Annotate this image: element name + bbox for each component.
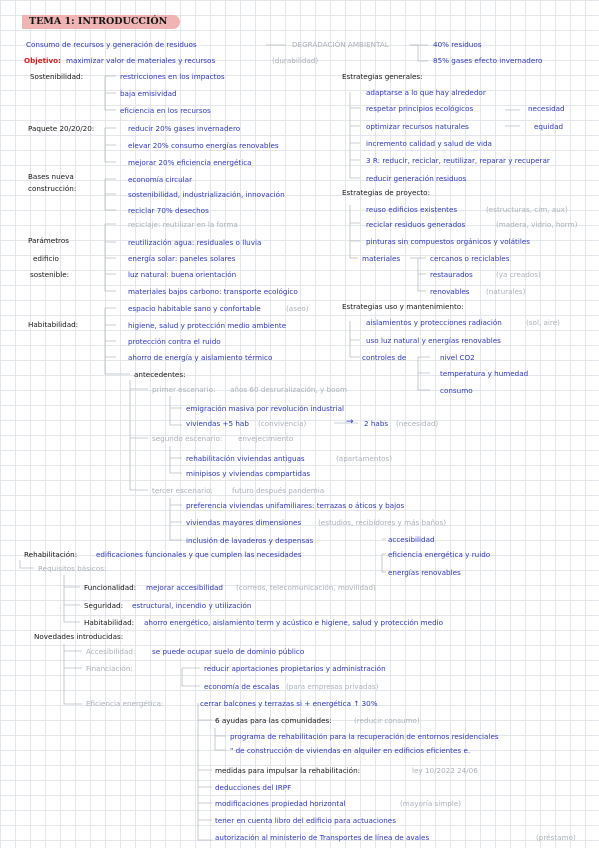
estrategia-proyecto-note: (madera, vidrio, horm)	[496, 220, 578, 229]
accesibilidad-text: se puede ocupar suelo de dominio público	[152, 647, 305, 656]
primer-item: emigración masiva por revolución industrial	[186, 404, 345, 413]
estrategias-generales-label: Estrategias generales:	[342, 72, 423, 81]
objetivo-note: (durabilidad)	[272, 56, 319, 65]
bases-label: Bases nueva	[28, 172, 74, 181]
sostenibilidad-item: restricciones en los impactos	[120, 72, 225, 81]
objetivo-text: maximizar valor de materiales y recursos	[66, 56, 216, 65]
medidas-label: medidas para impulsar la rehabilitación:	[215, 766, 361, 775]
financiacion-item: economía de escalas	[204, 682, 280, 691]
rehabilitacion-right-item: energías renovables	[388, 568, 461, 577]
primer-escenario-note: años 60 desruralización, y boom	[230, 385, 347, 394]
medidas-note: ley 10/2022 24/06	[412, 766, 478, 775]
medida-item: autorización al ministerio de Transportes de línea de avales	[215, 833, 430, 842]
sostenibilidad-item: baja emisividad	[120, 89, 177, 98]
paquete-item: mejorar 20% eficiencia energética	[128, 158, 252, 167]
sostenibilidad-label: Sostenibilidad:	[30, 72, 84, 81]
estrategia-proyecto-item: pinturas sin compuestos orgánicos y volátiles	[366, 237, 531, 246]
estrategias-uso-label: Estrategias uso y mantenimiento:	[342, 302, 464, 311]
control-item: nivel CO2	[440, 353, 475, 362]
medida-item: modificaciones propiedad horizontal	[215, 799, 346, 808]
estrategia-general-side: equidad	[534, 122, 564, 131]
parametros-label-2: edificio	[33, 254, 59, 263]
medida-note: (mayoría simple)	[400, 799, 462, 808]
parametros-label-3: sostenible:	[30, 270, 70, 279]
rehabilitacion-right-item: eficiencia energética y ruido	[388, 550, 491, 559]
bases-label-2: construcción:	[28, 184, 77, 193]
ayudas-label: 6 ayudas para las comunidades:	[215, 716, 332, 725]
rehabilitacion-right-item: accesibilidad	[388, 535, 435, 544]
habitabilidad-item: protección contra el ruido	[128, 337, 221, 346]
estrategia-proyecto-note: (estructuras, cim, aux)	[486, 205, 568, 214]
bases-item: reciclar 70% desechos	[128, 206, 209, 215]
medida-note: (préstamo)	[536, 833, 576, 842]
header-residuos-40: 40% residuos	[433, 40, 482, 49]
header-gases-85: 85% gases efecto invernadero	[433, 56, 543, 65]
header-degradacion: DEGRADACIÓN AMBIENTAL	[292, 40, 389, 49]
arrow-right-icon: →	[346, 417, 354, 427]
tercer-item: preferencia viviendas unifamiliares: terrazas o áticos y bajos	[186, 501, 405, 510]
sostenibilidad-item: eficiencia en los recursos	[120, 106, 211, 115]
primer-escenario-label: primer escenario:	[152, 385, 216, 394]
segundo-item: minipisos y viviendas compartidas	[186, 469, 311, 478]
ayuda-item: programa de rehabilitación para la recuperación de entornos residenciales	[230, 732, 499, 741]
parametro-item: materiales bajos carbono: transporte ecológico	[128, 287, 298, 296]
segundo-escenario-note: envejecimiento	[238, 434, 294, 443]
requisitos-label: Requisitos básicos:	[38, 564, 107, 573]
habitabilidad-item: ahorro de energía y aislamiento térmico	[128, 353, 273, 362]
eficiencia-label: Eficiencia energética:	[86, 699, 164, 708]
accesibilidad-label: Accesibilidad:	[86, 647, 136, 656]
rehabilitacion-label: Rehabilitación:	[24, 550, 78, 559]
parametro-item: luz natural: buena orientación	[128, 270, 237, 279]
controles-label: controles de	[362, 353, 407, 362]
parametro-item: reciclaje: reutilizar en la forma	[128, 220, 238, 229]
primer-note: (convivencia)	[258, 419, 307, 428]
primer-item: 2 habs	[364, 419, 389, 428]
medida-item: tener en cuenta libro del edificio para actuaciones	[215, 816, 396, 825]
primer-item: viviendas +5 hab	[186, 419, 249, 428]
tercer-escenario-note: futuro después pandemia	[232, 486, 325, 495]
tercer-item: inclusión de lavaderos y despensas	[186, 536, 314, 545]
materiales-label: materiales	[362, 254, 401, 263]
material-item: cercanos o reciclables	[430, 254, 510, 263]
paquete-label: Paquete 20/20/20:	[28, 124, 95, 133]
seguridad-text: estructural, incendio y utilización	[132, 601, 252, 610]
antecedentes-label: antecedentes:	[134, 370, 186, 379]
estrategias-proyecto-label: Estrategias de proyecto:	[342, 188, 430, 197]
page-title: TEMA 1: INTRODUCCIÓN	[29, 16, 168, 27]
material-note: (ya creados)	[496, 270, 541, 279]
bases-item: sostenibilidad, industrialización, innovación	[128, 190, 285, 199]
parametro-item: reutilización agua: residuales o lluvia	[128, 238, 262, 247]
estrategia-proyecto-item: reciclar residuos generados	[366, 220, 466, 229]
seguridad-label: Seguridad:	[84, 601, 124, 610]
estrategia-uso-note: (sol, aire)	[526, 318, 560, 327]
tercer-note: (estudios, recibidores y más baños)	[318, 518, 446, 527]
parametro-item: energía solar: paneles solares	[128, 254, 236, 263]
material-item: renovables	[430, 287, 470, 296]
funcionalidad-text: mejorar accesibilidad	[146, 583, 223, 592]
estrategia-uso-item: uso luz natural y energías renovables	[366, 336, 501, 345]
habitabilidad-req-text: ahorro energético, aislamiento term y acústico e higiene, salud y protección medio	[144, 618, 444, 627]
estrategia-general-item: incremento calidad y salud de vida	[366, 139, 492, 148]
eficiencia-text: cerrar balcones y terrazas si + energética ↑ 30%	[200, 699, 378, 708]
estrategia-general-item: 3 R: reducir, reciclar, reutilizar, reparar y recuperar	[366, 156, 550, 165]
habitabilidad-item: espacio habitable sano y confortable	[128, 304, 261, 313]
estrategia-general-item: optimizar recursos naturales	[366, 122, 469, 131]
estrategia-general-item: respetar principios ecológicos	[366, 104, 474, 113]
control-item: consumo	[440, 386, 473, 395]
funcionalidad-label: Funcionalidad:	[84, 583, 137, 592]
habitabilidad-req-label: Habitabilidad:	[84, 618, 135, 627]
estrategia-general-item: adaptarse a lo que hay alrededor	[366, 88, 486, 97]
primer-note: (necesidad)	[396, 419, 439, 428]
segundo-note: (apartamentos)	[336, 454, 393, 463]
tercer-item: viviendas mayores dimensiones	[186, 518, 302, 527]
estrategia-general-item: reducir generación residuos	[366, 174, 467, 183]
segundo-escenario-label: segundo escenario:	[152, 434, 223, 443]
ayuda-item: " de construcción de viviendas en alquiler en edificios eficientes e.	[230, 746, 471, 755]
habitabilidad-label: Habitabilidad:	[28, 320, 79, 329]
material-item: restaurados	[430, 270, 473, 279]
tercer-escenario-label: tercer escenario:	[152, 486, 213, 495]
bases-item: economía circular	[128, 175, 193, 184]
financiacion-item: reducir aportaciones propietarios y administración	[204, 664, 386, 673]
financiacion-label: Financiación:	[86, 664, 133, 673]
habitabilidad-item: higiene, salud y protección medio ambiente	[128, 321, 287, 330]
control-item: temperatura y humedad	[440, 369, 529, 378]
segundo-item: rehabilitación viviendas antiguas	[186, 454, 305, 463]
ayudas-note: (reducir consumo)	[354, 716, 420, 725]
financiacion-note: (para empresas privadas)	[286, 682, 379, 691]
paquete-item: elevar 20% consumo energías renovables	[128, 141, 279, 150]
header-consumo: Consumo de recursos y generación de residuos	[26, 40, 197, 49]
objetivo-label: Objetivo:	[24, 56, 61, 65]
estrategia-proyecto-item: reuso edificios existentes	[366, 205, 458, 214]
medida-item: deducciones del IRPF	[215, 783, 292, 792]
habitabilidad-note: (aseo)	[286, 304, 309, 313]
rehabilitacion-text: edificaciones funcionales y que cumplen las necesidades	[96, 550, 302, 559]
estrategia-general-side: necesidad	[528, 104, 565, 113]
funcionalidad-note: (correos, telecomunicación, movilidad)	[236, 583, 376, 592]
estrategia-uso-item: aislamientos y protecciones radiación	[366, 318, 502, 327]
material-note: (naturales)	[486, 287, 526, 296]
novedades-label: Novedades introducidas:	[34, 632, 124, 641]
paquete-item: reducir 20% gases invernadero	[128, 124, 241, 133]
parametros-label: Parámetros	[28, 236, 69, 245]
